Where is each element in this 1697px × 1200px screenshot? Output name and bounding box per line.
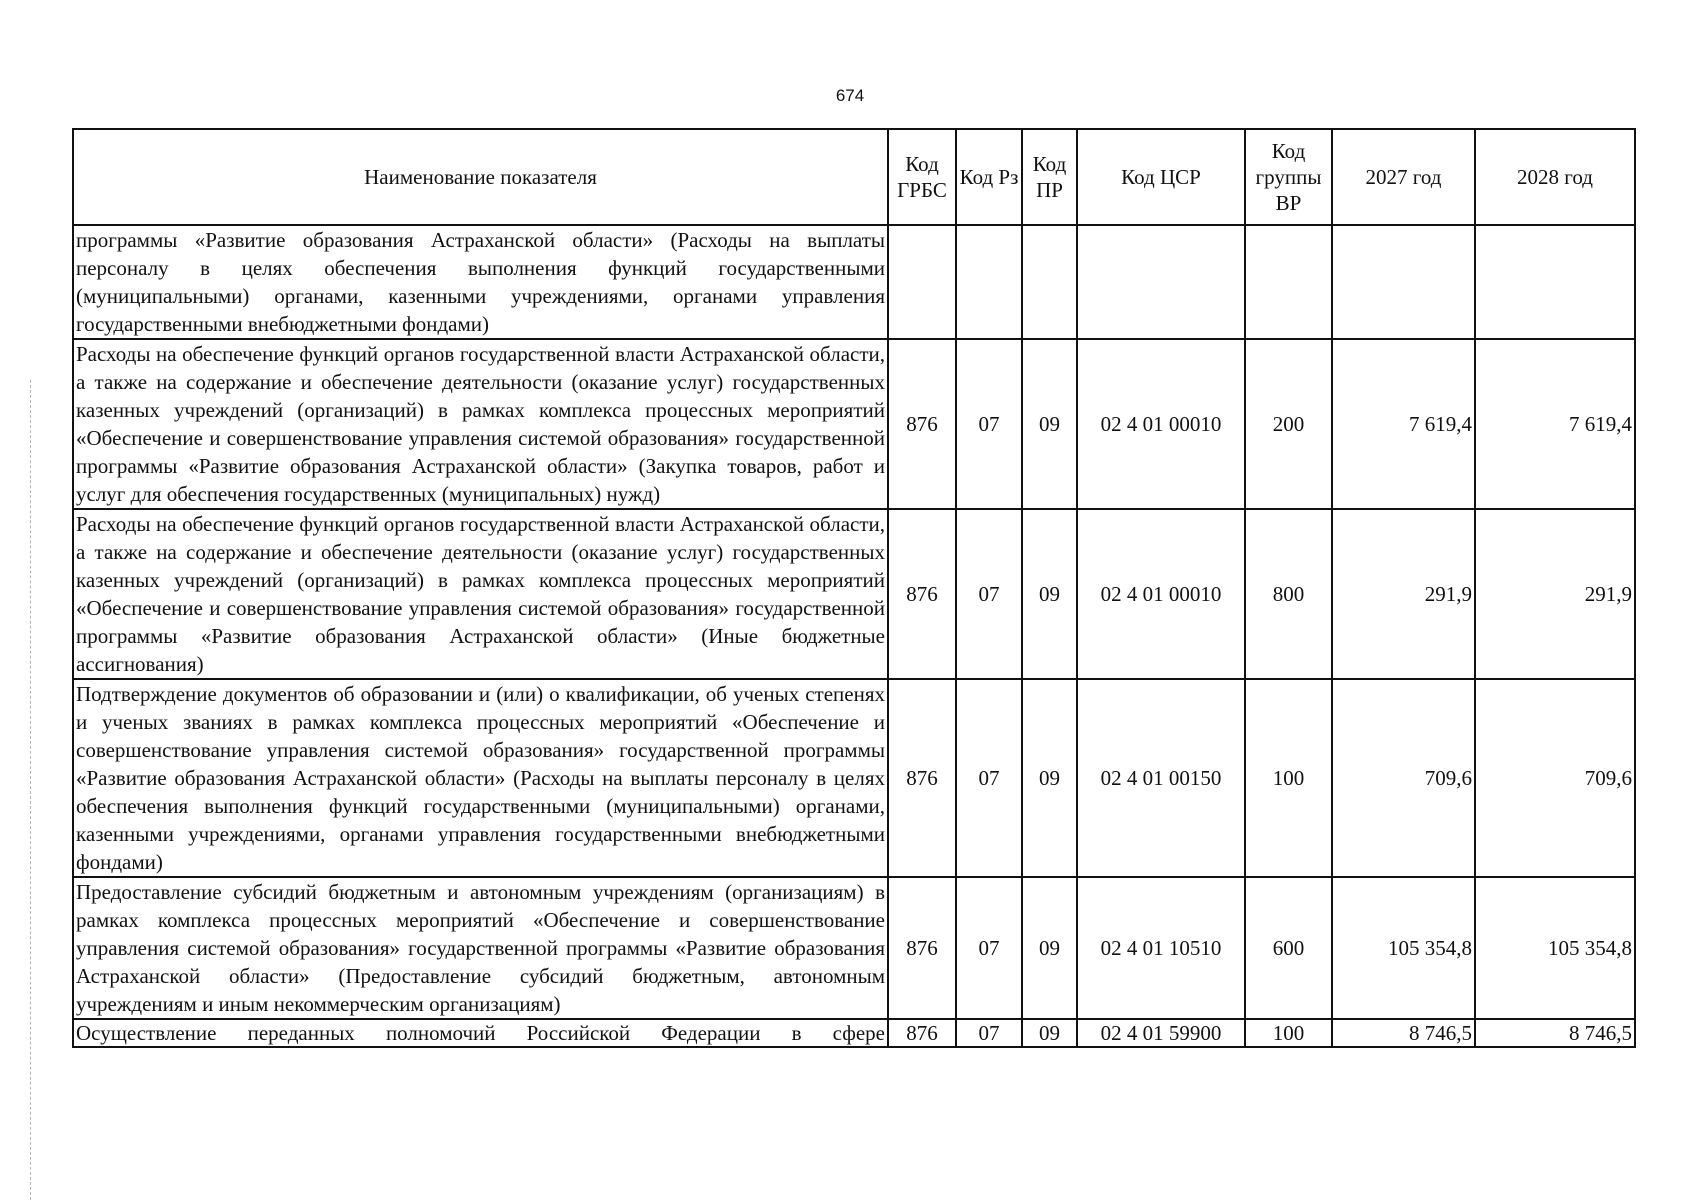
header-2027: 2027 год (1332, 129, 1475, 225)
cell-csr: 02 4 01 00010 (1077, 509, 1245, 679)
cell-rz: 07 (956, 339, 1022, 509)
scan-margin-line (30, 380, 32, 1200)
cell-rz: 07 (956, 1019, 1022, 1047)
cell-2028 (1475, 225, 1635, 339)
cell-2027: 8 746,5 (1332, 1019, 1475, 1047)
cell-rz (956, 225, 1022, 339)
header-row (73, 129, 1635, 225)
cell-grbs (888, 225, 956, 339)
cell-2027: 105 354,8 (1332, 877, 1475, 1019)
header-pr: Код ПР (1022, 129, 1077, 225)
cell-grbs: 876 (888, 877, 956, 1019)
cell-pr: 09 (1022, 679, 1077, 877)
cell-csr: 02 4 01 59900 (1077, 1019, 1245, 1047)
cell-2028: 7 619,4 (1475, 339, 1635, 509)
page-number: 674 (835, 86, 865, 105)
cell-name: Расходы на обеспечение функций органов государственной власти Астраханской области, а также на содержание и обеспечение деятельности (оказание услуг) государственных казенных учреждений (организаций) в рамках комплекса процессных мероприятий «Обеспечение и совершенствование управления системой образования» государственной программы «Развитие образования Астраханской области» (Закупка товаров, работ и услуг для обеспечения государственных (муниципальных) нужд) (73, 339, 888, 509)
cell-name: Расходы на обеспечение функций органов государственной власти Астраханской области, а также на содержание и обеспечение деятельности (оказание услуг) государственных казенных учреждений (организаций) в рамках комплекса процессных мероприятий «Обеспечение и совершенствование управления системой образования» государственной программы «Развитие образования Астраханской области» (Иные бюджетные ассигнования) (73, 509, 888, 679)
header-vr: Код группы ВР (1245, 129, 1332, 225)
cell-2027: 7 619,4 (1332, 339, 1475, 509)
header-rz: Код Рз (956, 129, 1022, 225)
budget-table (72, 128, 1636, 1048)
cell-2028: 8 746,5 (1475, 1019, 1635, 1047)
cell-pr: 09 (1022, 1019, 1077, 1047)
cell-vr: 800 (1245, 509, 1332, 679)
cell-grbs: 876 (888, 339, 956, 509)
table-row (73, 877, 1635, 1019)
cell-rz: 07 (956, 877, 1022, 1019)
cell-name: Подтверждение документов об образовании и (или) о квалификации, об ученых степенях и ученых званиях в рамках комплекса процессных мероприятий «Обеспечение и совершенствование управления системой образования» государственной программы «Развитие образования Астраханской области» (Расходы на выплаты персоналу в целях обеспечения выполнения функций государственными (муниципальными) органами, казенными учреждениями, органами управления государственными внебюджетными фондами) (73, 679, 888, 877)
table-row (73, 679, 1635, 877)
cell-2027: 291,9 (1332, 509, 1475, 679)
cell-pr: 09 (1022, 509, 1077, 679)
cell-name: программы «Развитие образования Астраханской области» (Расходы на выплаты персоналу в целях обеспечения выполнения функций государственными (муниципальными) органами, казенными учреждениями, органами управления государственными внебюджетными фондами) (73, 225, 888, 339)
cell-pr: 09 (1022, 339, 1077, 509)
cell-rz: 07 (956, 679, 1022, 877)
cell-2028: 105 354,8 (1475, 877, 1635, 1019)
header-name: Наименование показателя (73, 129, 888, 225)
table-row (73, 225, 1635, 339)
cell-2028: 709,6 (1475, 679, 1635, 877)
cell-vr: 100 (1245, 679, 1332, 877)
header-csr: Код ЦСР (1077, 129, 1245, 225)
cell-pr: 09 (1022, 877, 1077, 1019)
cell-2027: 709,6 (1332, 679, 1475, 877)
cell-2028: 291,9 (1475, 509, 1635, 679)
table-body (73, 225, 1635, 1047)
cell-grbs: 876 (888, 509, 956, 679)
cell-rz: 07 (956, 509, 1022, 679)
cell-csr: 02 4 01 10510 (1077, 877, 1245, 1019)
cell-vr: 200 (1245, 339, 1332, 509)
table-row (73, 1019, 1635, 1047)
cell-name: Осуществление переданных полномочий Российской Федерации в сфере (73, 1019, 888, 1047)
cell-vr: 100 (1245, 1019, 1332, 1047)
table-row (73, 509, 1635, 679)
header-2028: 2028 год (1475, 129, 1635, 225)
cell-pr (1022, 225, 1077, 339)
header-grbs: Код ГРБС (888, 129, 956, 225)
cell-vr: 600 (1245, 877, 1332, 1019)
cell-csr: 02 4 01 00150 (1077, 679, 1245, 877)
cell-name: Предоставление субсидий бюджетным и автономным учреждениям (организациям) в рамках комплекса процессных мероприятий «Обеспечение и совершенствование управления системой образования» государственной программы «Развитие образования Астраханской области» (Предоставление субсидий бюджетным, автономным учреждениям и иным некоммерческим организациям) (73, 877, 888, 1019)
table-header (73, 129, 1635, 225)
cell-grbs: 876 (888, 679, 956, 877)
cell-grbs: 876 (888, 1019, 956, 1047)
table-row (73, 339, 1635, 509)
cell-2027 (1332, 225, 1475, 339)
cell-vr (1245, 225, 1332, 339)
cell-csr: 02 4 01 00010 (1077, 339, 1245, 509)
cell-csr (1077, 225, 1245, 339)
